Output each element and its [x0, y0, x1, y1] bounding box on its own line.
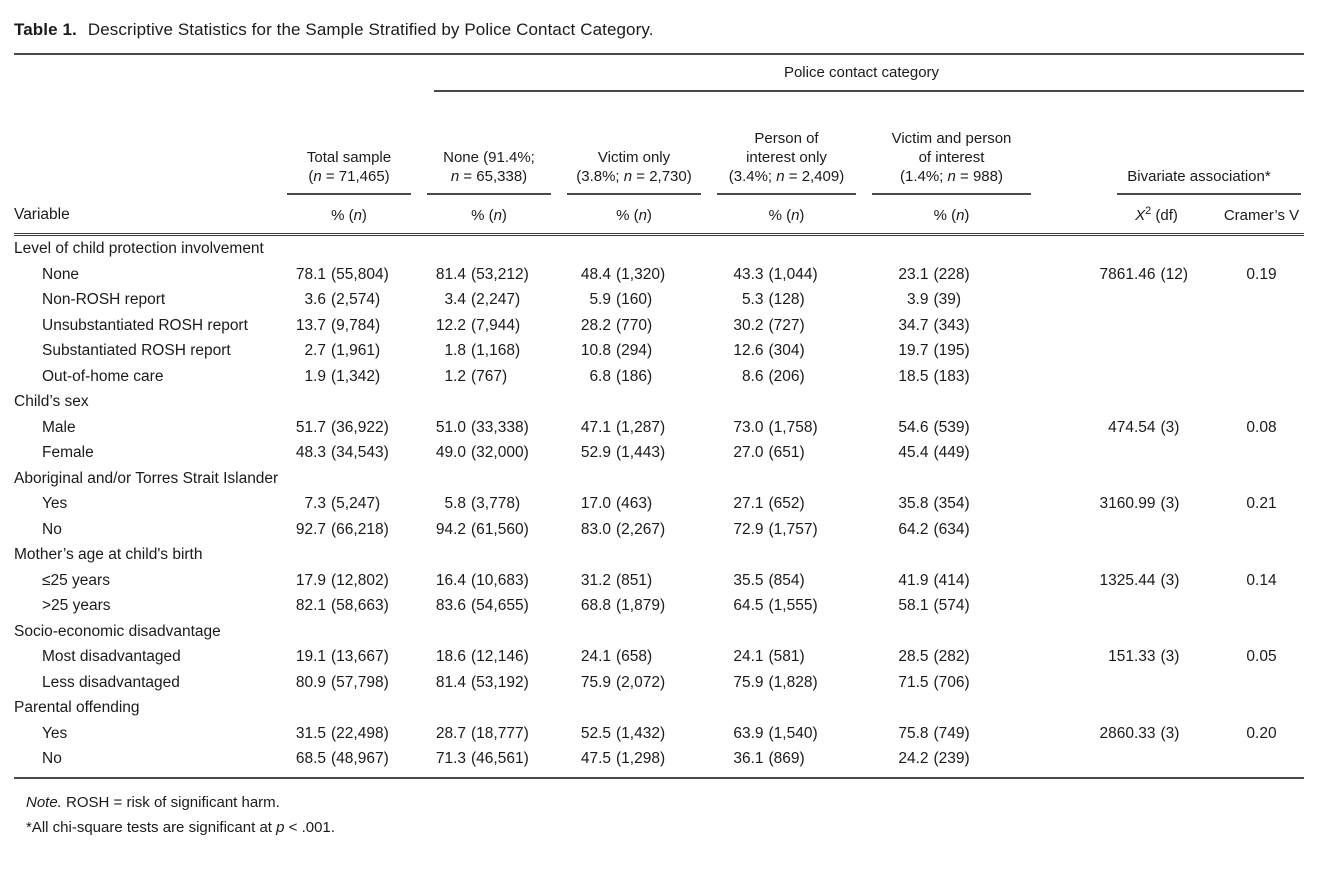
italic-n: n: [791, 207, 800, 224]
table-row: [14, 491, 1304, 517]
cell-chi-square: 474.54 (3): [1108, 418, 1180, 436]
cell-none: 81.4 (53,212): [435, 265, 529, 283]
cell-victim: 17.0 (463): [580, 495, 653, 512]
row-label: Non-ROSH report: [42, 291, 166, 308]
cell-total: [279, 542, 419, 568]
cell-victim: [559, 389, 709, 415]
cell-cramers-v: 0.19: [1246, 265, 1277, 283]
italic-n: n: [956, 207, 965, 224]
cell-none: 81.4 (53,192): [435, 673, 529, 691]
cell-cramers-v: [1219, 517, 1304, 543]
header-underline: [287, 193, 411, 195]
cell-cramers-v: [1219, 593, 1304, 619]
cell-chi-square: 3160.99 (3): [1099, 495, 1180, 512]
gap-cell: [1039, 593, 1094, 619]
cell-total: 1.9 (1,342): [304, 367, 381, 385]
gap-column: [1039, 92, 1094, 196]
italic-p: p: [276, 818, 285, 836]
cell-total: [279, 235, 419, 262]
cell-cramers-v: [1219, 287, 1304, 313]
cell-cramers-v: [1219, 313, 1304, 339]
variable-group-row: [14, 235, 1304, 262]
cell-total: [279, 466, 419, 492]
gap-cell: [1039, 287, 1094, 313]
gap-cell: [1039, 262, 1094, 288]
header-underline: [872, 193, 1031, 195]
cell-none: [419, 235, 559, 262]
cell-poi: 43.3 (1,044): [733, 265, 818, 283]
cell-none: 1.8 (1,168): [444, 342, 521, 359]
cell-vpoi: 35.8 (354): [898, 495, 970, 512]
table-row: [14, 440, 1304, 466]
cell-total: 31.5 (22,498): [295, 724, 389, 742]
cell-victim: [559, 619, 709, 645]
cell-victim: 47.1 (1,287): [580, 418, 666, 436]
cell-poi: 72.9 (1,757): [733, 520, 818, 538]
gap-cell: [1039, 415, 1094, 441]
table-row: [14, 746, 1304, 778]
cell-none: 18.6 (12,146): [435, 648, 529, 665]
variable-group-row: [14, 466, 1304, 492]
cell-poi: 75.9 (1,828): [733, 673, 818, 691]
cell-vpoi: 71.5 (706): [898, 673, 970, 691]
table-row: [14, 262, 1304, 288]
cell-poi: [709, 235, 864, 262]
cell-none: 83.6 (54,655): [435, 597, 529, 614]
cell-none: 5.8 (3,778): [444, 495, 521, 512]
cell-victim: [559, 542, 709, 568]
row-label: >25 years: [42, 597, 111, 614]
cell-total: [279, 695, 419, 721]
cell-total: 68.5 (48,967): [279, 746, 419, 778]
cell-victim: 68.8 (1,879): [580, 597, 666, 614]
table-row: [14, 670, 1304, 696]
col-header-victim-and-person-of-interest: Victim and person of interest (1.4%; n = 988): [864, 92, 1039, 196]
cell-chi-square: 151.33 (3): [1108, 648, 1180, 665]
cell-total: 78.1 (55,804): [295, 265, 389, 283]
cell-victim: 5.9 (160): [589, 291, 653, 308]
cell-chi-square: [1094, 389, 1219, 415]
italic-n: n: [450, 168, 460, 185]
cell-cramers-v: [1219, 466, 1304, 492]
cell-chi-square: [1094, 695, 1219, 721]
cell-total: 51.7 (36,922): [295, 418, 389, 436]
gap-cell: [1039, 235, 1094, 262]
cell-none: 51.0 (33,338): [435, 418, 529, 436]
cell-poi: [709, 619, 864, 645]
cell-cramers-v: [1219, 670, 1304, 696]
gap-cell: [1039, 568, 1094, 594]
cell-victim: 83.0 (2,267): [580, 520, 666, 538]
gap-cell: [1039, 338, 1094, 364]
italic-n: n: [313, 168, 322, 185]
cell-cramers-v: 0.14: [1246, 571, 1277, 589]
table-row: [14, 338, 1304, 364]
header-underline: [567, 193, 701, 195]
col-header-person-of-interest-only: Person of interest only (3.4%; n = 2,409): [709, 92, 864, 196]
cell-cramers-v: 0.21: [1246, 495, 1277, 512]
chi-square-column-label: $X^2$ (df): [1094, 196, 1219, 235]
gap-cell: [1039, 517, 1094, 543]
row-label: ≤25 years: [42, 571, 110, 589]
pct-n-label-none: % (n): [419, 196, 559, 235]
variable-group-row: [14, 389, 1304, 415]
row-label: None: [42, 265, 80, 283]
cell-poi: 12.6 (304): [733, 342, 805, 359]
row-label: Female: [42, 444, 94, 461]
cell-none: [419, 542, 559, 568]
table-title: [14, 20, 1312, 40]
subheader-row: [14, 196, 1304, 235]
cell-poi: [709, 542, 864, 568]
chi-exponent: 2: [1145, 205, 1152, 217]
cell-chi-square: [1094, 746, 1219, 778]
cell-total: 80.9 (57,798): [295, 673, 389, 691]
cell-poi: [709, 389, 864, 415]
cell-chi-square: 7861.46 (12): [1099, 265, 1189, 283]
gap-cell: [1039, 746, 1094, 778]
table-footnotes: [26, 790, 1312, 840]
cell-victim: 48.4 (1,320): [580, 265, 666, 283]
gap-cell: [1039, 644, 1094, 670]
cell-vpoi: 34.7 (343): [898, 316, 970, 334]
row-label: Level of child protection involvement: [14, 240, 264, 257]
significance-line: *All chi-square tests are significant at p < .001.: [26, 818, 335, 836]
cell-cramers-v: [1219, 364, 1304, 390]
cramers-v-column-label: Cramer’s V: [1219, 196, 1304, 235]
variable-column-label: Variable: [14, 196, 279, 235]
gap-cell: [1039, 670, 1094, 696]
cell-vpoi: 23.1 (228): [898, 265, 970, 283]
cell-victim: 52.5 (1,432): [580, 724, 666, 742]
row-label: Yes: [42, 495, 68, 512]
row-label: Parental offending: [14, 699, 140, 716]
cell-none: 1.2 (767): [444, 367, 508, 385]
cell-none: 49.0 (32,000): [435, 444, 529, 461]
pct-n-label-total: % (n): [279, 196, 419, 235]
cell-vpoi: 28.5 (282): [898, 648, 970, 665]
pct-n-label-vpoi: % (n): [864, 196, 1039, 235]
note-line: Note. ROSH = risk of significant harm.: [26, 793, 280, 811]
row-label: Male: [42, 418, 76, 436]
cell-victim: [559, 695, 709, 721]
row-label: No: [14, 746, 279, 778]
table-row: [14, 313, 1304, 339]
cell-victim: 31.2 (851): [580, 571, 653, 589]
gap-cell: [1039, 313, 1094, 339]
col-header-bivariate-association: [1094, 92, 1304, 196]
pct-n-label-victim: % (n): [559, 196, 709, 235]
cell-chi-square: 2860.33 (3): [1099, 724, 1180, 742]
table-row: [14, 593, 1304, 619]
cell-poi: [709, 466, 864, 492]
header-text: Total sample: [306, 149, 392, 166]
cell-none: 71.3 (46,561): [419, 746, 559, 778]
row-label: Substantiated ROSH report: [42, 342, 231, 359]
cell-vpoi: 64.2 (634): [898, 520, 970, 538]
cell-chi-square: [1094, 364, 1219, 390]
gap-cell: [1039, 619, 1094, 645]
variable-header-spacer: [14, 92, 279, 196]
gap-cell: [1039, 695, 1094, 721]
cell-cramers-v: [1219, 746, 1304, 778]
gap-column: [1039, 196, 1094, 235]
gap-cell: [1039, 389, 1094, 415]
row-label: Less disadvantaged: [42, 673, 180, 691]
col-header-victim-only: Victim only (3.8%; n = 2,730): [559, 92, 709, 196]
header-text: Victim only: [597, 149, 671, 166]
table-row: [14, 721, 1304, 747]
column-headers-row: [14, 92, 1304, 196]
header-underline: [1117, 193, 1301, 195]
note-label: Note.: [26, 793, 62, 811]
cell-poi: 30.2 (727): [733, 316, 805, 334]
cell-total: [279, 389, 419, 415]
cell-poi: [709, 695, 864, 721]
cell-chi-square: [1094, 440, 1219, 466]
cell-vpoi: [864, 619, 1039, 645]
cell-victim: [559, 235, 709, 262]
cell-poi: 24.1 (581): [733, 648, 805, 665]
gap-cell: [1039, 364, 1094, 390]
row-label: Child’s sex: [14, 393, 89, 410]
cell-cramers-v: [1219, 389, 1304, 415]
cell-victim: 75.9 (2,072): [580, 673, 666, 691]
cell-total: 7.3 (5,247): [304, 495, 381, 512]
header-text: Person of: [754, 130, 819, 147]
pct-n-label-poi: % (n): [709, 196, 864, 235]
cell-cramers-v: [1219, 542, 1304, 568]
cell-vpoi: 54.6 (539): [898, 418, 970, 436]
cell-total: 19.1 (13,667): [295, 648, 389, 665]
cell-cramers-v: 0.08: [1246, 418, 1277, 436]
row-label: Socio-economic disadvantage: [14, 622, 221, 640]
cell-none: 28.7 (18,777): [435, 724, 529, 742]
cell-none: [419, 619, 559, 645]
cell-cramers-v: [1219, 619, 1304, 645]
row-label: Aboriginal and/or Torres Strait Islander: [14, 469, 279, 487]
cell-victim: 47.5 (1,298): [559, 746, 709, 778]
header-underline: [717, 193, 856, 195]
cell-total: 82.1 (58,663): [295, 597, 389, 614]
cell-vpoi: [864, 389, 1039, 415]
cell-victim: [559, 466, 709, 492]
cell-victim: 24.1 (658): [580, 648, 653, 665]
cell-victim: 10.8 (294): [580, 342, 653, 359]
variable-group-row: [14, 619, 1304, 645]
cell-poi: 8.6 (206): [741, 367, 805, 385]
spanner-row: [14, 54, 1304, 92]
cell-none: [419, 389, 559, 415]
cell-poi: 27.0 (651): [733, 444, 805, 461]
header-text: Victim and person: [891, 130, 1012, 147]
cell-vpoi: 75.8 (749): [898, 724, 970, 742]
table-row: [14, 517, 1304, 543]
cell-total: 2.7 (1,961): [304, 342, 381, 359]
table-row: [14, 364, 1304, 390]
cell-vpoi: [864, 235, 1039, 262]
table-row: [14, 415, 1304, 441]
cell-vpoi: [864, 466, 1039, 492]
row-label: No: [42, 520, 62, 538]
cell-vpoi: 41.9 (414): [898, 571, 970, 589]
italic-n: n: [493, 207, 502, 224]
row-label: Most disadvantaged: [42, 648, 181, 665]
cell-chi-square: 1325.44 (3): [1099, 571, 1180, 589]
cell-cramers-v: [1219, 338, 1304, 364]
cell-chi-square: [1094, 235, 1219, 262]
table-number: Table 1.: [14, 20, 77, 39]
italic-n: n: [776, 168, 785, 185]
cell-poi: 5.3 (128): [741, 291, 805, 308]
cell-vpoi: 58.1 (574): [898, 597, 970, 614]
cell-cramers-v: [1219, 235, 1304, 262]
chi-x: X: [1135, 207, 1146, 224]
cell-vpoi: 19.7 (195): [898, 342, 970, 359]
table-row: [14, 644, 1304, 670]
cell-total: 17.9 (12,802): [295, 571, 389, 589]
table-row: [14, 568, 1304, 594]
police-contact-category-spanner: Police contact category: [419, 54, 1304, 92]
cell-cramers-v: [1219, 695, 1304, 721]
cell-chi-square: [1094, 517, 1219, 543]
cell-poi: 63.9 (1,540): [733, 724, 818, 742]
italic-n: n: [947, 168, 956, 185]
table-body: [14, 235, 1304, 778]
cell-cramers-v: 0.20: [1246, 724, 1277, 742]
col-header-none: None (91.4%; n = 65,338): [419, 92, 559, 196]
cell-poi: 35.5 (854): [733, 571, 805, 589]
variable-group-row: [14, 542, 1304, 568]
cell-chi-square: [1094, 593, 1219, 619]
row-label: Yes: [42, 724, 68, 742]
cell-victim: 6.8 (186): [589, 367, 653, 385]
cell-victim: 52.9 (1,443): [580, 444, 666, 461]
cell-none: [419, 466, 559, 492]
cell-chi-square: [1094, 670, 1219, 696]
cell-total: 3.6 (2,574): [304, 291, 381, 308]
table-caption: Descriptive Statistics for the Sample Stratified by Police Contact Category.: [87, 20, 654, 39]
gap-cell: [1039, 466, 1094, 492]
cell-chi-square: [1094, 287, 1219, 313]
cell-victim: 28.2 (770): [580, 316, 653, 334]
cell-total: 13.7 (9,784): [295, 316, 381, 334]
gap-cell: [1039, 491, 1094, 517]
row-label: Out-of-home care: [42, 367, 164, 385]
cell-chi-square: [1094, 466, 1219, 492]
cell-chi-square: [1094, 338, 1219, 364]
header-text: None (91.4%;: [443, 149, 535, 166]
row-label: Unsubstantiated ROSH report: [42, 316, 248, 334]
cell-poi: 73.0 (1,758): [733, 418, 818, 436]
cell-none: [419, 695, 559, 721]
col-header-total-sample: Total sample (n = 71,465): [279, 92, 419, 196]
cell-vpoi: 3.9 (39): [906, 291, 962, 308]
cell-total: 92.7 (66,218): [295, 520, 389, 538]
cell-total: [279, 619, 419, 645]
italic-n: n: [638, 207, 647, 224]
cell-none: 12.2 (7,944): [435, 316, 521, 334]
header-underline: [427, 193, 551, 195]
cell-cramers-v: 0.05: [1246, 648, 1277, 665]
cell-vpoi: 45.4 (449): [898, 444, 970, 461]
cell-total: 48.3 (34,543): [295, 444, 389, 461]
cell-vpoi: 18.5 (183): [898, 367, 970, 385]
gap-cell: [1039, 440, 1094, 466]
gap-cell: [1039, 721, 1094, 747]
gap-cell: [1039, 542, 1094, 568]
cell-vpoi: [864, 695, 1039, 721]
cell-vpoi: [864, 542, 1039, 568]
header-text: Bivariate association*: [1127, 168, 1271, 185]
table-row: [14, 287, 1304, 313]
row-label: Mother’s age at child's birth: [14, 546, 203, 563]
descriptive-statistics-table: [14, 53, 1304, 779]
variable-group-row: [14, 695, 1304, 721]
cell-none: 94.2 (61,560): [435, 520, 529, 538]
spanner-spacer: [14, 54, 419, 92]
cell-none: 16.4 (10,683): [435, 571, 529, 589]
cell-cramers-v: [1219, 440, 1304, 466]
cell-poi: 27.1 (652): [733, 495, 805, 512]
cell-poi: 36.1 (869): [709, 746, 864, 778]
cell-vpoi: 24.2 (239): [864, 746, 1039, 778]
cell-chi-square: [1094, 619, 1219, 645]
cell-poi: 64.5 (1,555): [733, 597, 818, 614]
cell-none: 3.4 (2,247): [444, 291, 521, 308]
cell-chi-square: [1094, 313, 1219, 339]
cell-chi-square: [1094, 542, 1219, 568]
italic-n: n: [353, 207, 362, 224]
italic-n: n: [623, 168, 633, 185]
